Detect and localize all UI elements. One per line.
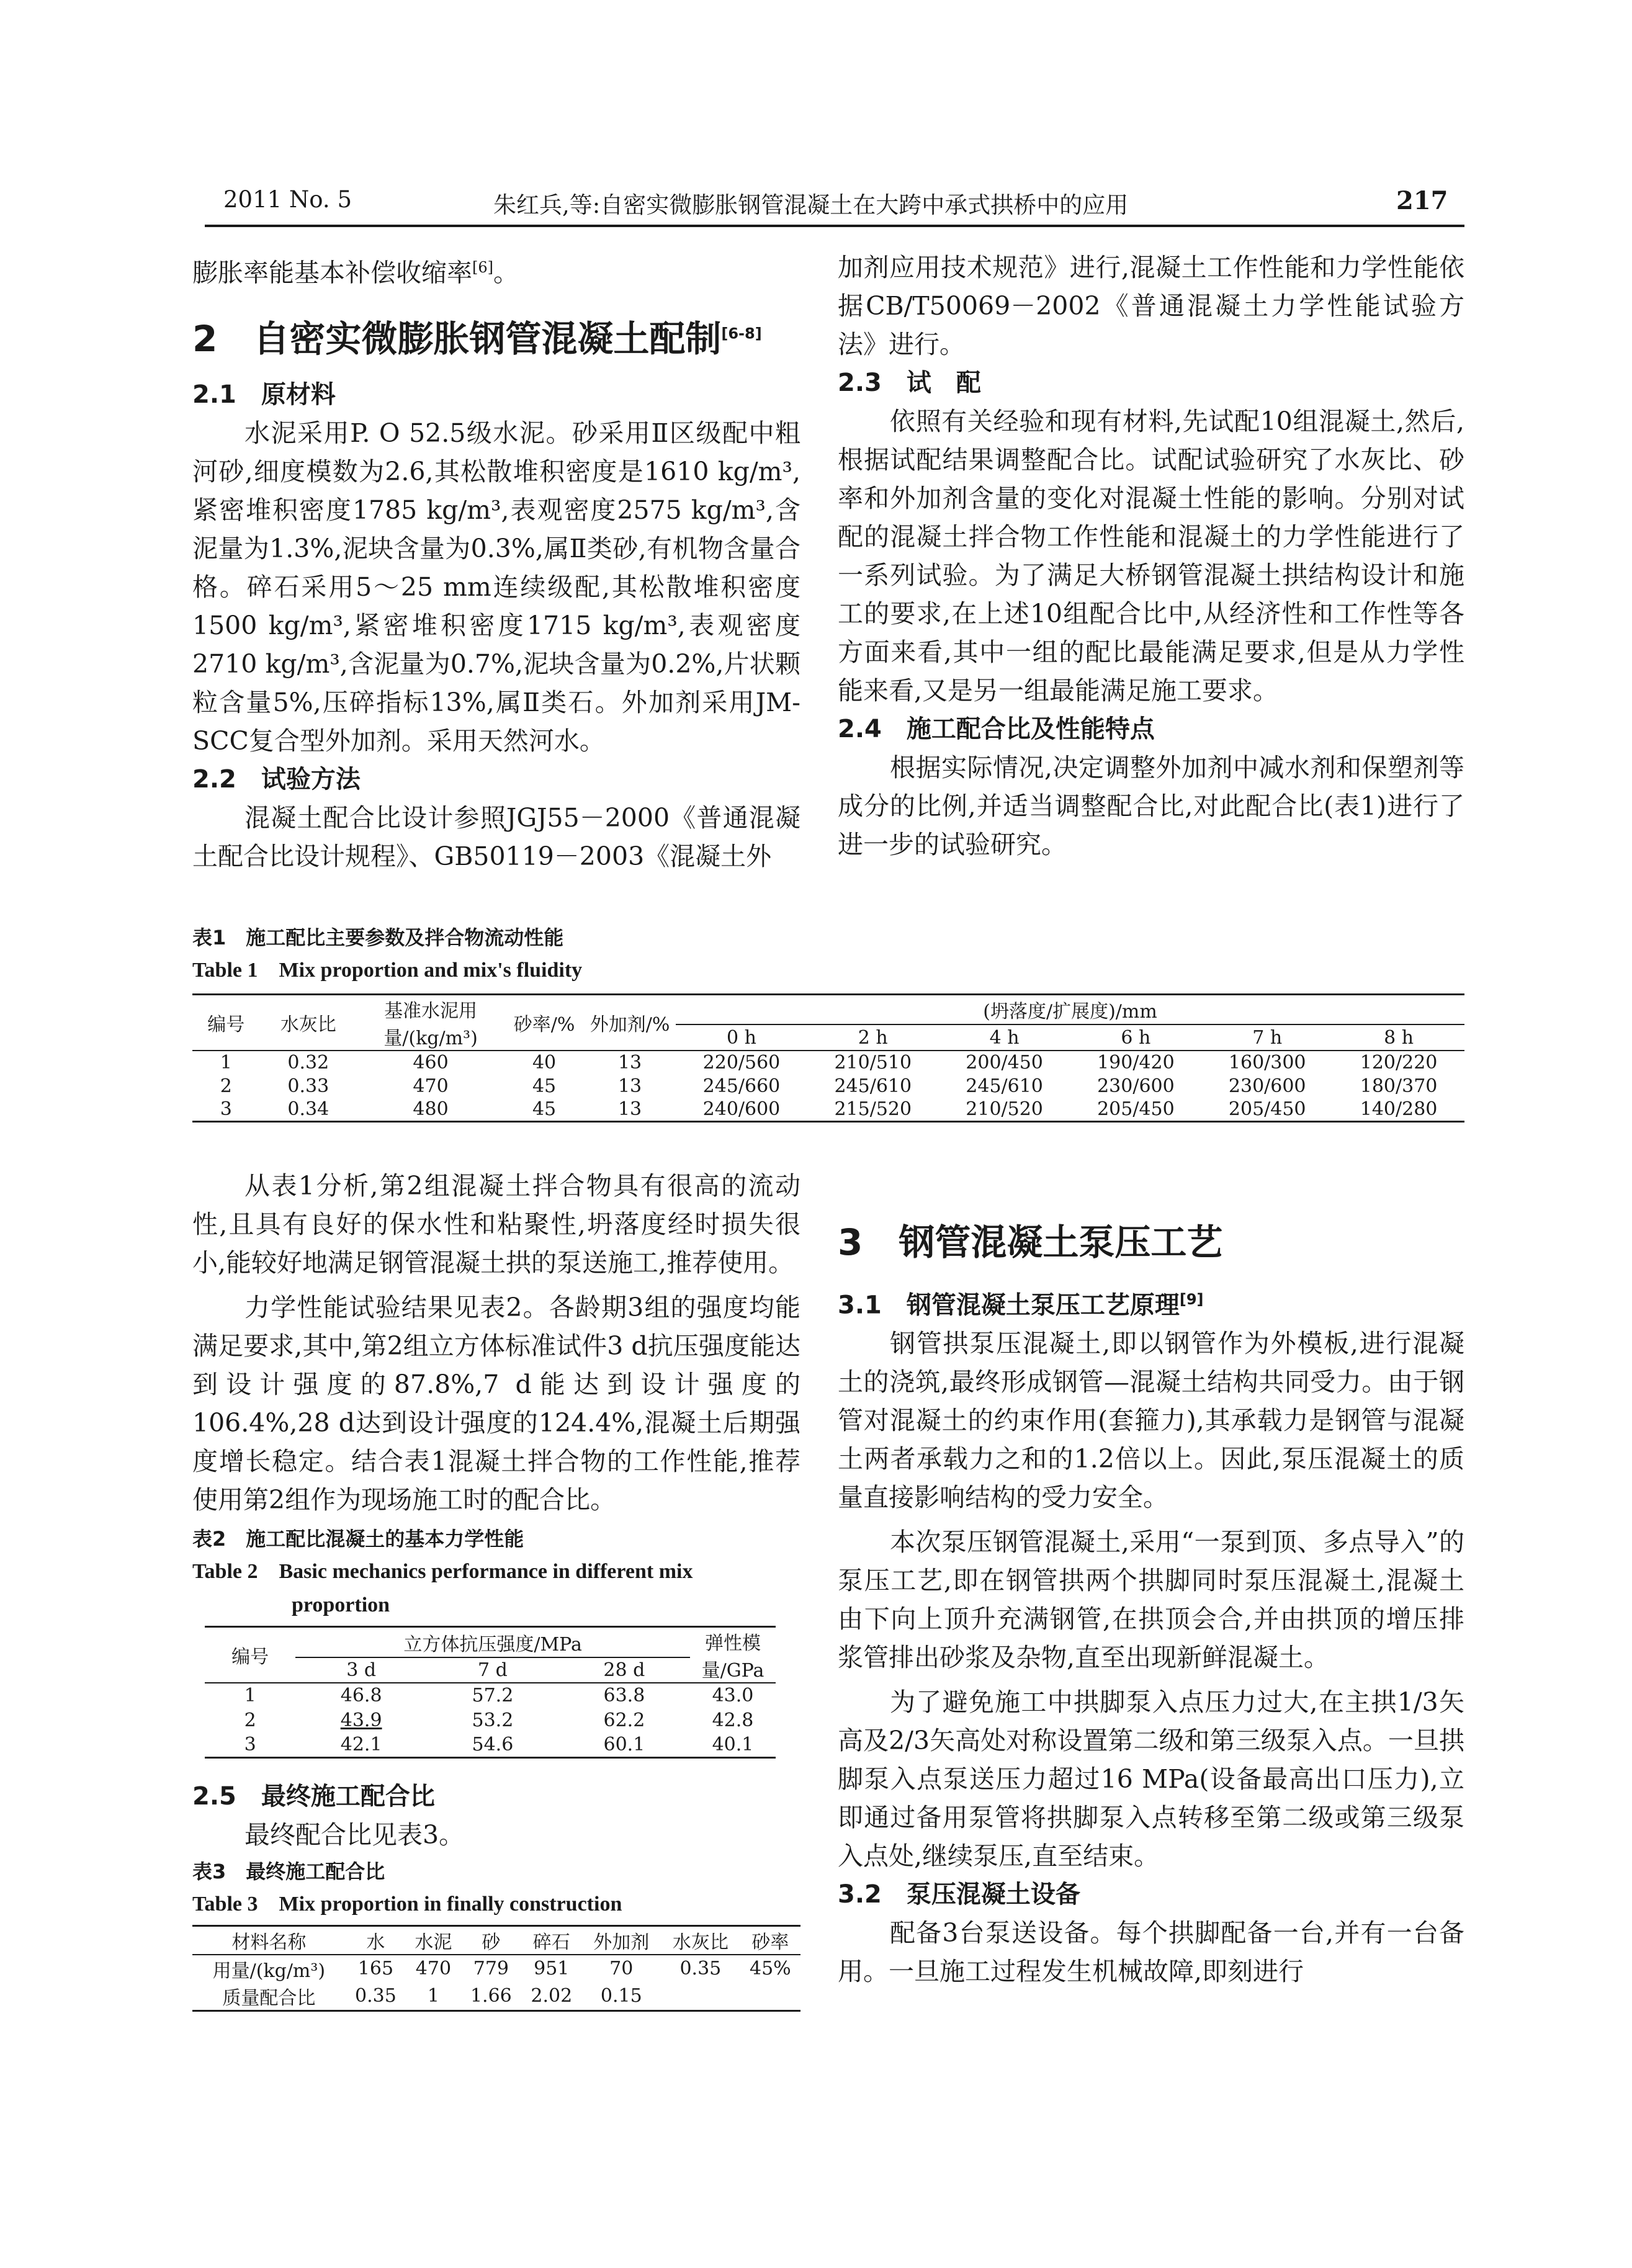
table-cell: 120/220 bbox=[1360, 1052, 1438, 1073]
table-cell: 245/660 bbox=[702, 1075, 781, 1097]
table-2-header-id: 编号 bbox=[205, 1627, 295, 1683]
table-1-time: 6 h bbox=[1121, 1026, 1151, 1049]
header-rule bbox=[205, 225, 1464, 227]
table-cell: 205/450 bbox=[1201, 1098, 1333, 1121]
right-column-bottom bbox=[838, 1213, 1464, 1991]
table-cell: 0.34 bbox=[260, 1098, 357, 1121]
paragraph-pump-points: 为了避免施工中拱脚泵入点压力过大,在主拱1/3矢高及2/3矢高处对称设置第二级和第三级泵入点。一旦拱脚泵入点泵送压力超过16 MPa(设备最高出口压力),立即通过备用泵管将拱脚泵入点转移至第二级或第三级泵入点处,继续泵压,直至结束。 bbox=[838, 1687, 1464, 1871]
subsection-3-2-text: 配备3台泵送设备。每个拱脚配备一台,并有一台备用。一旦施工过程发生机械故障,即刻进行 bbox=[838, 1918, 1464, 1987]
table-cell: 2 bbox=[220, 1075, 232, 1097]
table-1-header-cement: 基准水泥用量/(kg/m³) bbox=[357, 995, 504, 1051]
table-1-time: 8 h bbox=[1384, 1026, 1414, 1049]
table-cell: 0.32 bbox=[287, 1052, 330, 1073]
subsection-2-5-text: 最终配合比见表3。 bbox=[244, 1819, 465, 1850]
table-cell: 54.6 bbox=[427, 1732, 558, 1757]
subsection-2-3-text: 依照有关经验和现有材料,先试配10组混凝土,然后,根据试配结果调整配合比。试配试验研究了水灰比、砂率和外加剂含量的变化对混凝土性能的影响。分别对试配的混凝土拌合物工作性能和混凝土的力学性能进行了一系列试验。为了满足大桥钢管混凝土拱结构设计和施工的要求,在上述10组配合比中,从经济性和工作性等各方面来看,其中一组的配比最能满足要求,但是从力学性能来看,又是另一组最能满足施工要求。 bbox=[838, 406, 1464, 706]
table-2 bbox=[205, 1626, 776, 1759]
table-1-caption-cn: 表1 施工配比主要参数及拌合物流动性能 bbox=[192, 926, 564, 949]
table-3-caption-en: Table 3 Mix proportion in finally construction bbox=[192, 1892, 622, 1916]
table-cell: 3 bbox=[205, 1732, 295, 1757]
page-number: 217 bbox=[1396, 186, 1448, 215]
table-cell: 13 bbox=[617, 1075, 642, 1097]
table-cell bbox=[740, 1983, 800, 2011]
table-cell: 42.8 bbox=[712, 1709, 754, 1731]
table-row bbox=[192, 1983, 800, 2011]
table-cell: 13 bbox=[584, 1098, 676, 1121]
table-cell: 951 bbox=[534, 1958, 570, 1979]
table-cell: 140/280 bbox=[1333, 1098, 1464, 1121]
table-1-time: 4 h bbox=[989, 1026, 1020, 1049]
table-cell: 1 bbox=[406, 1983, 461, 2011]
subsection-2-5-heading: 2.5 最终施工配合比 bbox=[192, 1782, 435, 1811]
table-cell: 240/600 bbox=[676, 1098, 807, 1121]
table-cell: 165 bbox=[357, 1958, 394, 1979]
table-cell: 1 bbox=[220, 1052, 232, 1073]
paragraph-continuation: 膨胀率能基本补偿收缩率[6]。 bbox=[192, 258, 519, 288]
table-cell: 质量配合比 bbox=[192, 1983, 346, 2011]
table-cell: 45 bbox=[532, 1075, 557, 1097]
table-cell: 46.8 bbox=[340, 1685, 382, 1706]
table-2-caption-en-cont: proportion bbox=[292, 1593, 390, 1616]
table-2-header-modulus: 弹性模量/GPa bbox=[690, 1627, 776, 1683]
table-1-header-slump: (坍落度/扩展度)/mm bbox=[676, 995, 1464, 1025]
table-cell: 180/370 bbox=[1360, 1075, 1438, 1097]
table-cell: 40 bbox=[532, 1052, 557, 1073]
subsection-2-1-text: 水泥采用P. O 52.5级水泥。砂采用Ⅱ区级配中粗河砂,细度模数为2.6,其松散堆积密度是1610 kg/m³,紧密堆积密度1785 kg/m³,表观密度2575 kg/m³,含泥量为1.3%,泥块含量为0.3%,属Ⅱ类砂,有机物含量合格。碎石采用5～25 mm连续级配,其松散堆积密度1500 kg/m³,紧密堆积密度1715 kg/m³,表观密度2710 kg/m³,含泥量为0.7%,泥块含量为0.2%,片状颗粒含量5%,压碎指标13%,属Ⅱ类石。外加剂采用JM-SCC复合型外加剂。采用天然河水。 bbox=[192, 418, 800, 756]
table-cell: 57.2 bbox=[472, 1685, 514, 1706]
table-cell: 245/610 bbox=[966, 1075, 1043, 1097]
subsection-2-4-text: 根据实际情况,决定调整外加剂中减水剂和保塑剂等成分的比例,并适当调整配合比,对此配合比(表1)进行了进一步的试验研究。 bbox=[838, 753, 1464, 859]
table-cell: 0.35 bbox=[346, 1983, 406, 2011]
table-3-header: 砂 bbox=[461, 1925, 521, 1955]
table-3-header: 材料名称 bbox=[192, 1925, 346, 1955]
left-column-bottom bbox=[192, 1167, 800, 2012]
table-cell: 200/450 bbox=[966, 1052, 1043, 1073]
table-cell: 210/510 bbox=[834, 1052, 912, 1073]
table-row bbox=[205, 1708, 776, 1732]
table-cell: 45 bbox=[504, 1098, 584, 1121]
table-cell: 70 bbox=[609, 1958, 634, 1979]
table-cell: 3 bbox=[192, 1098, 260, 1121]
table-3 bbox=[192, 1925, 800, 2012]
table-cell: 480 bbox=[357, 1098, 504, 1121]
subsection-2-3-heading: 2.3 试 配 bbox=[838, 369, 981, 397]
table-cell: 779 bbox=[473, 1958, 509, 1979]
table-1-time: 7 h bbox=[1252, 1026, 1283, 1049]
table-3-header: 砂率 bbox=[740, 1925, 800, 1955]
table-cell: 215/520 bbox=[807, 1098, 939, 1121]
table-cell: 460 bbox=[413, 1052, 449, 1073]
table-cell: 1 bbox=[244, 1685, 256, 1706]
table-cell: 2.02 bbox=[521, 1983, 581, 2011]
subsection-2-2-text: 混凝土配合比设计参照JGJ55－2000《普通混凝土配合比设计规程》、GB50119－2003《混凝土外 bbox=[192, 802, 800, 871]
table-3-block bbox=[192, 1855, 800, 2012]
table-3-header: 碎石 bbox=[521, 1925, 581, 1955]
table-2-age: 28 d bbox=[603, 1659, 645, 1682]
table-cell: 230/600 bbox=[1097, 1075, 1175, 1097]
table-cell: 45% bbox=[749, 1958, 791, 1979]
table-1-header-wc: 水灰比 bbox=[260, 995, 357, 1051]
table-3-caption-cn: 表3 最终施工配合比 bbox=[192, 1859, 385, 1883]
table-cell: 0.35 bbox=[679, 1958, 722, 1979]
table-1-header-id: 编号 bbox=[192, 995, 260, 1051]
paragraph-table-1-analysis: 从表1分析,第2组混凝土拌合物具有很高的流动性,且具有良好的保水性和粘聚性,坍落度经时损失很小,能较好地满足钢管混凝土拱的泵送施工,推荐使用。 bbox=[192, 1171, 800, 1278]
table-cell: 1.66 bbox=[461, 1983, 521, 2011]
table-2-header-strength: 立方体抗压强度/MPa bbox=[295, 1627, 690, 1658]
table-cell: 220/560 bbox=[702, 1052, 781, 1073]
table-cell: 470 bbox=[415, 1958, 452, 1979]
table-row bbox=[205, 1683, 776, 1708]
table-cell: 210/520 bbox=[939, 1098, 1070, 1121]
table-cell: 用量/(kg/m³) bbox=[212, 1960, 326, 1982]
table-1-header-admixture: 外加剂/% bbox=[584, 995, 676, 1051]
table-2-age: 7 d bbox=[477, 1659, 508, 1682]
table-cell: 63.8 bbox=[603, 1685, 645, 1706]
table-1-header-sand: 砂率/% bbox=[504, 995, 584, 1051]
table-cell: 2 bbox=[244, 1709, 256, 1731]
subsection-2-2-heading: 2.2 试验方法 bbox=[192, 764, 361, 794]
table-cell: 160/300 bbox=[1228, 1052, 1306, 1073]
table-row bbox=[205, 1732, 776, 1757]
table-2-caption-en: Table 2 Basic mechanics performance in different mix bbox=[192, 1560, 693, 1583]
table-row bbox=[192, 1074, 1464, 1098]
table-cell: 43.0 bbox=[712, 1685, 754, 1706]
running-title: 朱红兵,等:自密实微膨胀钢管混凝土在大跨中承式拱桥中的应用 bbox=[493, 192, 1129, 218]
table-3-header: 外加剂 bbox=[581, 1925, 661, 1955]
table-3-header: 水 bbox=[346, 1925, 406, 1955]
table-row bbox=[192, 1051, 1464, 1074]
table-1-caption-en: Table 1 Mix proportion and mix's fluidity bbox=[192, 959, 583, 982]
table-cell: 245/610 bbox=[834, 1075, 912, 1097]
table-1-time: 0 h bbox=[726, 1026, 756, 1049]
table-cell: 42.1 bbox=[295, 1732, 427, 1757]
table-row bbox=[192, 1098, 1464, 1121]
table-cell: 0.15 bbox=[581, 1983, 661, 2011]
subsection-2-4-heading: 2.4 施工配合比及性能特点 bbox=[838, 715, 1155, 743]
table-1 bbox=[192, 993, 1464, 1123]
table-2-block bbox=[192, 1523, 800, 1759]
table-cell: 40.1 bbox=[690, 1732, 776, 1757]
table-cell: 230/600 bbox=[1228, 1075, 1306, 1097]
subsection-3-1-text: 钢管拱泵压混凝土,即以钢管作为外模板,进行混凝土的浇筑,最终形成钢管—混凝土结构共同受力。由于钢管对混凝土的约束作用(套箍力),其承载力是钢管与混凝土两者承载力之和的1.2倍以上。因此,泵压混凝土的质量直接影响结构的受力安全。 bbox=[838, 1329, 1464, 1513]
table-3-header: 水灰比 bbox=[661, 1925, 740, 1955]
paragraph-pumping-method: 本次泵压钢管混凝土,采用“一泵到顶、多点导入”的泵压工艺,即在钢管拱两个拱脚同时泵压混凝土,混凝土由下向上顶升充满钢管,在拱顶会合,并由拱顶的增压排浆管排出砂浆及杂物,直至出现新鲜混凝土。 bbox=[838, 1527, 1464, 1673]
table-cell: 13 bbox=[617, 1052, 642, 1073]
table-cell: 190/420 bbox=[1097, 1052, 1175, 1073]
table-1-time: 2 h bbox=[858, 1026, 888, 1049]
issue-label: 2011 No. 5 bbox=[223, 186, 352, 213]
table-cell: 205/450 bbox=[1070, 1098, 1202, 1121]
subsection-2-1-heading: 2.1 原材料 bbox=[192, 380, 336, 409]
subsection-2-2-continuation: 加剂应用技术规范》进行,混凝土工作性能和力学性能依据CB/T50069－2002《普通混凝土力学性能试验方法》进行。 bbox=[838, 253, 1464, 359]
table-2-caption-cn: 表2 施工配比混凝土的基本力学性能 bbox=[192, 1527, 524, 1551]
table-row bbox=[192, 1955, 800, 1983]
table-1-block bbox=[192, 921, 1464, 1123]
table-cell: 43.9 bbox=[340, 1709, 382, 1731]
section-2-heading: 2 自密实微膨胀钢管混凝土配制[6-8] bbox=[192, 317, 762, 360]
table-cell: 470 bbox=[413, 1075, 449, 1097]
table-cell: 62.2 bbox=[603, 1709, 645, 1731]
section-3-heading: 3 钢管混凝土泵压工艺 bbox=[838, 1221, 1223, 1263]
left-column-top bbox=[192, 248, 800, 876]
paragraph-mechanics: 力学性能试验结果见表2。各龄期3组的强度均能满足要求,其中,第2组立方体标准试件3 d抗压强度能达到设计强度的87.8%,7 d能达到设计强度的106.4%,28 d达到设计强度的124.4%,混凝土后期强度增长稳定。结合表1混凝土拌合物的工作性能,推荐使用第2组作为现场施工时的配合比。 bbox=[192, 1293, 800, 1515]
table-cell: 60.1 bbox=[558, 1732, 690, 1757]
table-2-age: 3 d bbox=[346, 1659, 377, 1682]
table-cell: 53.2 bbox=[472, 1709, 514, 1731]
subsection-3-1-heading: 3.1 钢管混凝土泵压工艺原理[9] bbox=[838, 1291, 1204, 1320]
table-3-header: 水泥 bbox=[406, 1925, 461, 1955]
right-column-top bbox=[838, 248, 1464, 864]
table-cell bbox=[661, 1983, 740, 2011]
subsection-3-2-heading: 3.2 泵压混凝土设备 bbox=[838, 1880, 1080, 1909]
table-cell: 0.33 bbox=[287, 1075, 330, 1097]
